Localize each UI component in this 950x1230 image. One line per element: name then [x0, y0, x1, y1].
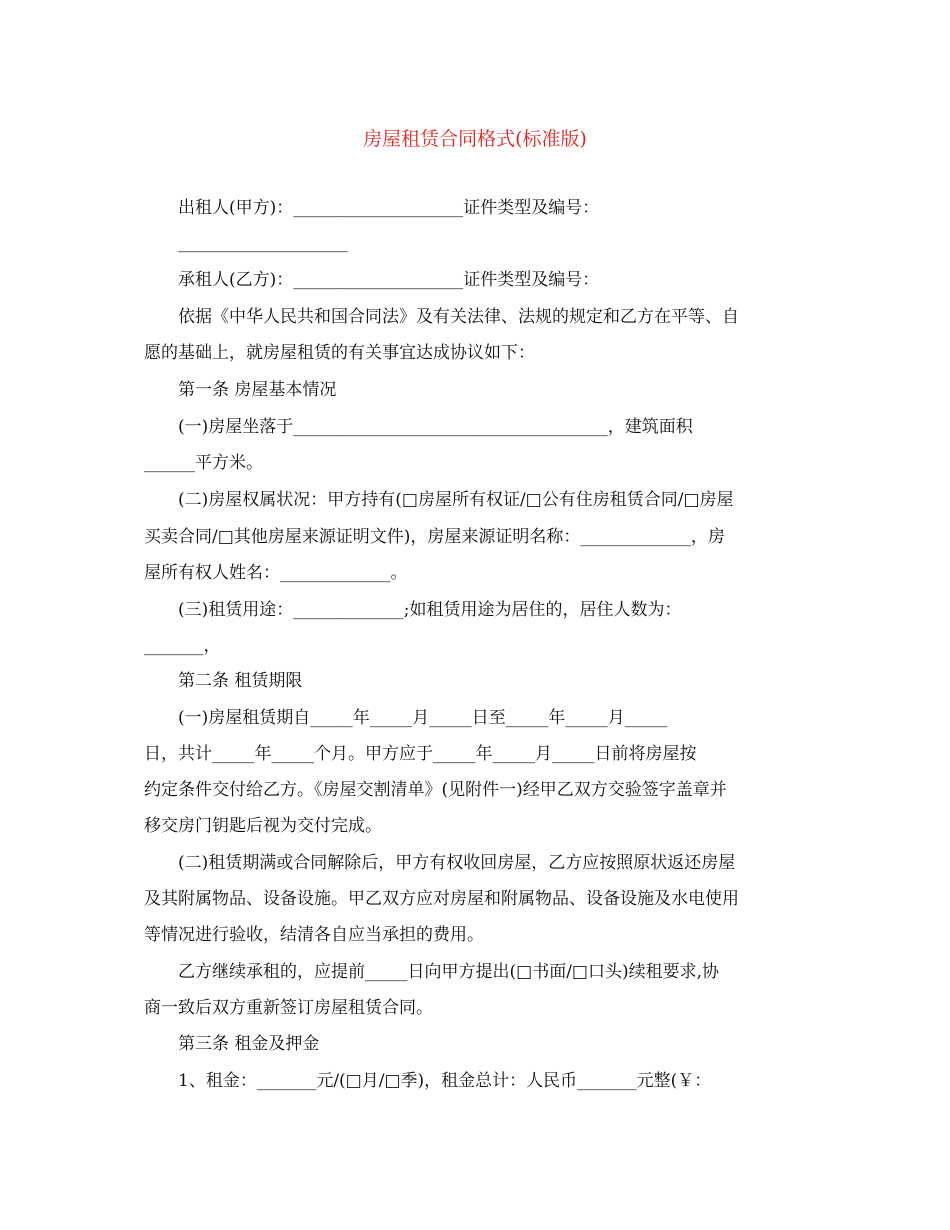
paragraph-line: 等情况进行验收，结清各自应当承担的费用。 — [144, 925, 484, 945]
paragraph-line: 商一致后双方重新签订房屋租赁合同。 — [144, 998, 433, 1018]
paragraph-line: 愿的基础上，就房屋租赁的有关事宜达成协议如下： — [144, 343, 535, 363]
paragraph-line: 移交房门钥匙后视为交付完成。 — [144, 816, 382, 836]
paragraph-line: (二)租赁期满或合同解除后，甲方有权收回房屋，乙方应按照原状返还房屋 — [178, 853, 736, 873]
paragraph-line: (三)租赁用途：_____________;如租赁用途为居住的，居住人数为： — [178, 600, 682, 620]
article-heading: 第二条 租赁期限 — [178, 671, 303, 691]
lessee-line: 承租人(乙方)：____________________证件类型及编号： — [178, 270, 600, 290]
paragraph-line: 买卖合同/□其他房屋来源证明文件)，房屋来源证明名称：_____________，房 — [144, 527, 725, 547]
paragraph-line: 乙方继续承租的，应提前_____日向甲方提出(□书面/□口头)续租要求,协 — [178, 962, 720, 982]
page-title: 房屋租赁合同格式(标准版) — [363, 128, 587, 150]
paragraph-line: (一)房屋坐落于_____________________________________，建筑面积 — [178, 417, 693, 437]
paragraph-line: 及其附属物品、设备设施。甲乙双方应对房屋和附属物品、设备设施及水电使用 — [144, 889, 739, 909]
paragraph-line: ______平方米。 — [144, 453, 263, 473]
lessor-line: 出租人(甲方)：____________________证件类型及编号： — [178, 198, 600, 218]
paragraph-line: 约定条件交付给乙方。《房屋交割清单》(见附件一)经甲乙双方交验签字盖章并 — [144, 780, 727, 800]
paragraph-line: 依据《中华人民共和国合同法》及有关法律、法规的规定和乙方在平等、自 — [178, 307, 739, 327]
paragraph-line: _______， — [144, 636, 221, 656]
paragraph-line: 屋所有权人姓名：_____________。 — [144, 563, 408, 583]
paragraph-line: (一)房屋租赁期自_____年_____月_____日至_____年_____月_____ — [178, 708, 668, 728]
lessor-id-blank: ____________________ — [178, 233, 348, 253]
paragraph-line: 1、租金：_______元/(□月/□季)，租金总计：人民币_______元整(￥： — [178, 1071, 712, 1091]
article-heading: 第三条 租金及押金 — [178, 1034, 320, 1054]
paragraph-line: (二)房屋权属状况：甲方持有(□房屋所有权证/□公有住房租赁合同/□房屋 — [178, 490, 734, 510]
article-heading: 第一条 房屋基本情况 — [178, 380, 337, 400]
paragraph-line: 日，共计_____年_____个月。甲方应于_____年_____月_____日前将房屋按 — [144, 744, 697, 764]
